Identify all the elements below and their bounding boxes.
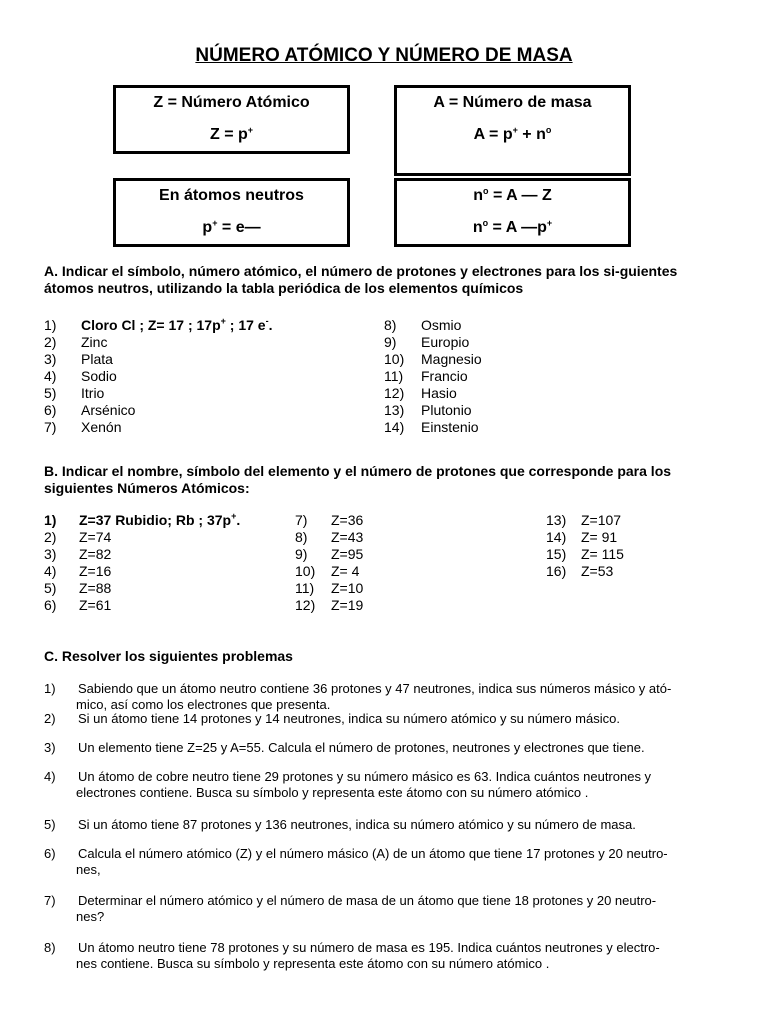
- neutrons-box: [394, 178, 631, 247]
- problem-item: 4) Un átomo de cobre neutro tiene 29 protones y su número másico es 63. Indica cuántos neutrones y electrones contiene. Busca su símbolo y representa este átomo con su número atómico .: [44, 769, 652, 800]
- list-item: 13) Z=107: [546, 512, 622, 528]
- section-b-col-2: [295, 512, 363, 614]
- section-a-right-list: [384, 317, 482, 436]
- problem-item: 5) Si un átomo tiene 87 protones y 136 neutrones, indica su número atómico y su número de masa.: [44, 817, 636, 832]
- atomic-number-label: Z = Número Atómico: [153, 94, 310, 111]
- problem-item: 2) Si un átomo tiene 14 protones y 14 neutrones, indica su número atómico y su número másico.: [44, 711, 620, 726]
- mass-number-formula: $A = p^+ + n^o$: [473, 125, 552, 143]
- list-item: 7) Z=36: [295, 512, 364, 528]
- problem-item: 8) Un átomo neutro tiene 78 protones y su número de masa es 195. Indica cuántos neutrones y electro- nes contiene. Busca su símbolo y representa este átomo con su número atómico .: [44, 940, 660, 971]
- list-item: 14) Einstenio: [384, 419, 479, 435]
- problem-item: 7) Determinar el número atómico y el número de masa de un átomo que tiene 18 protones y 20 neutro- nes?: [44, 893, 657, 924]
- neutral-atoms-formula: p+ = e—: [202, 218, 261, 236]
- section-c-heading: C. Resolver los siguientes problemas: [44, 648, 293, 664]
- list-item: 11) Francio: [384, 368, 468, 384]
- list-item: 8) Osmio: [384, 317, 462, 333]
- list-item: 9) Europio: [384, 334, 470, 350]
- section-b-col-3: [546, 512, 624, 580]
- list-item: 6) Arsénico: [44, 402, 136, 418]
- mass-number-box: [394, 85, 631, 176]
- list-item: 15) Z= 115: [546, 546, 624, 562]
- list-item: 8) Z=43: [295, 529, 364, 545]
- list-item: 1) Z=37 Rubidio; Rb ; 37p+.: [44, 511, 241, 528]
- list-item: 9) Z=95: [295, 546, 364, 562]
- list-item: 2) Zinc: [44, 334, 108, 350]
- page-title: NÚMERO ATÓMICO Y NÚMERO DE MASA: [195, 45, 573, 66]
- list-item: 12) Hasio: [384, 385, 457, 401]
- list-item: 5) Z=88: [44, 580, 112, 596]
- list-item: 10) Magnesio: [384, 351, 482, 367]
- mass-number-label: A = Número de masa: [433, 94, 592, 111]
- list-item: 12) Z=19: [295, 597, 364, 613]
- list-item: 16) Z=53: [546, 563, 614, 579]
- list-item: 3) Z=82: [44, 546, 112, 562]
- atomic-number-formula: Z = p+: [209, 125, 254, 143]
- problem-item: 6) Calcula el número atómico (Z) y el número másico (A) de un átomo que tiene 17 protones y 20 neutro- nes,: [44, 846, 668, 877]
- neutrons-formula-2: $n^o = A$ —p+: [472, 218, 553, 236]
- problem-item: 3) Un elemento tiene Z=25 y A=55. Calcula el número de protones, neutrones y electrones que tiene.: [44, 740, 645, 755]
- list-item: 1) Cloro Cl ; Z= 17 ; 17p+ ; 17 e-.: [44, 316, 273, 333]
- list-item: 7) Xenón: [44, 419, 122, 435]
- neutrons-formula-1: $n^o = A$ — Z: [473, 186, 552, 204]
- list-item: 14) Z= 91: [546, 529, 618, 545]
- problem-item: 1) Sabiendo que un átomo neutro contiene 36 protones y 47 neutrones, indica sus números másico y ató- mico, así como los electrones que presenta.: [44, 681, 672, 712]
- list-item: 10) Z= 4: [295, 563, 360, 579]
- neutral-atoms-box: [113, 178, 350, 247]
- list-item: 6) Z=61: [44, 597, 112, 613]
- list-item: 4) Sodio: [44, 368, 117, 384]
- list-item: 11) Z=10: [295, 580, 364, 596]
- section-b-col-1: [44, 512, 240, 614]
- section-b-heading: B. Indicar el nombre, símbolo del elemento y el número de protones que corresponde para los siguientes Números Atómicos:: [44, 463, 672, 496]
- atomic-number-box: [113, 85, 350, 154]
- list-item: 5) Itrio: [44, 385, 105, 401]
- list-item: 3) Plata: [44, 351, 113, 367]
- list-item: 4) Z=16: [44, 563, 112, 579]
- neutral-atoms-label: En átomos neutros: [159, 187, 304, 204]
- section-a-left-list: [44, 317, 273, 436]
- list-item: 13) Plutonio: [384, 402, 472, 418]
- section-a-heading: A. Indicar el símbolo, número atómico, el número de protones y electrones para los si-guientes átomos neutros, utilizando la tabla periódica de los elementos químicos: [44, 263, 678, 296]
- list-item: 2) Z=74: [44, 529, 112, 545]
